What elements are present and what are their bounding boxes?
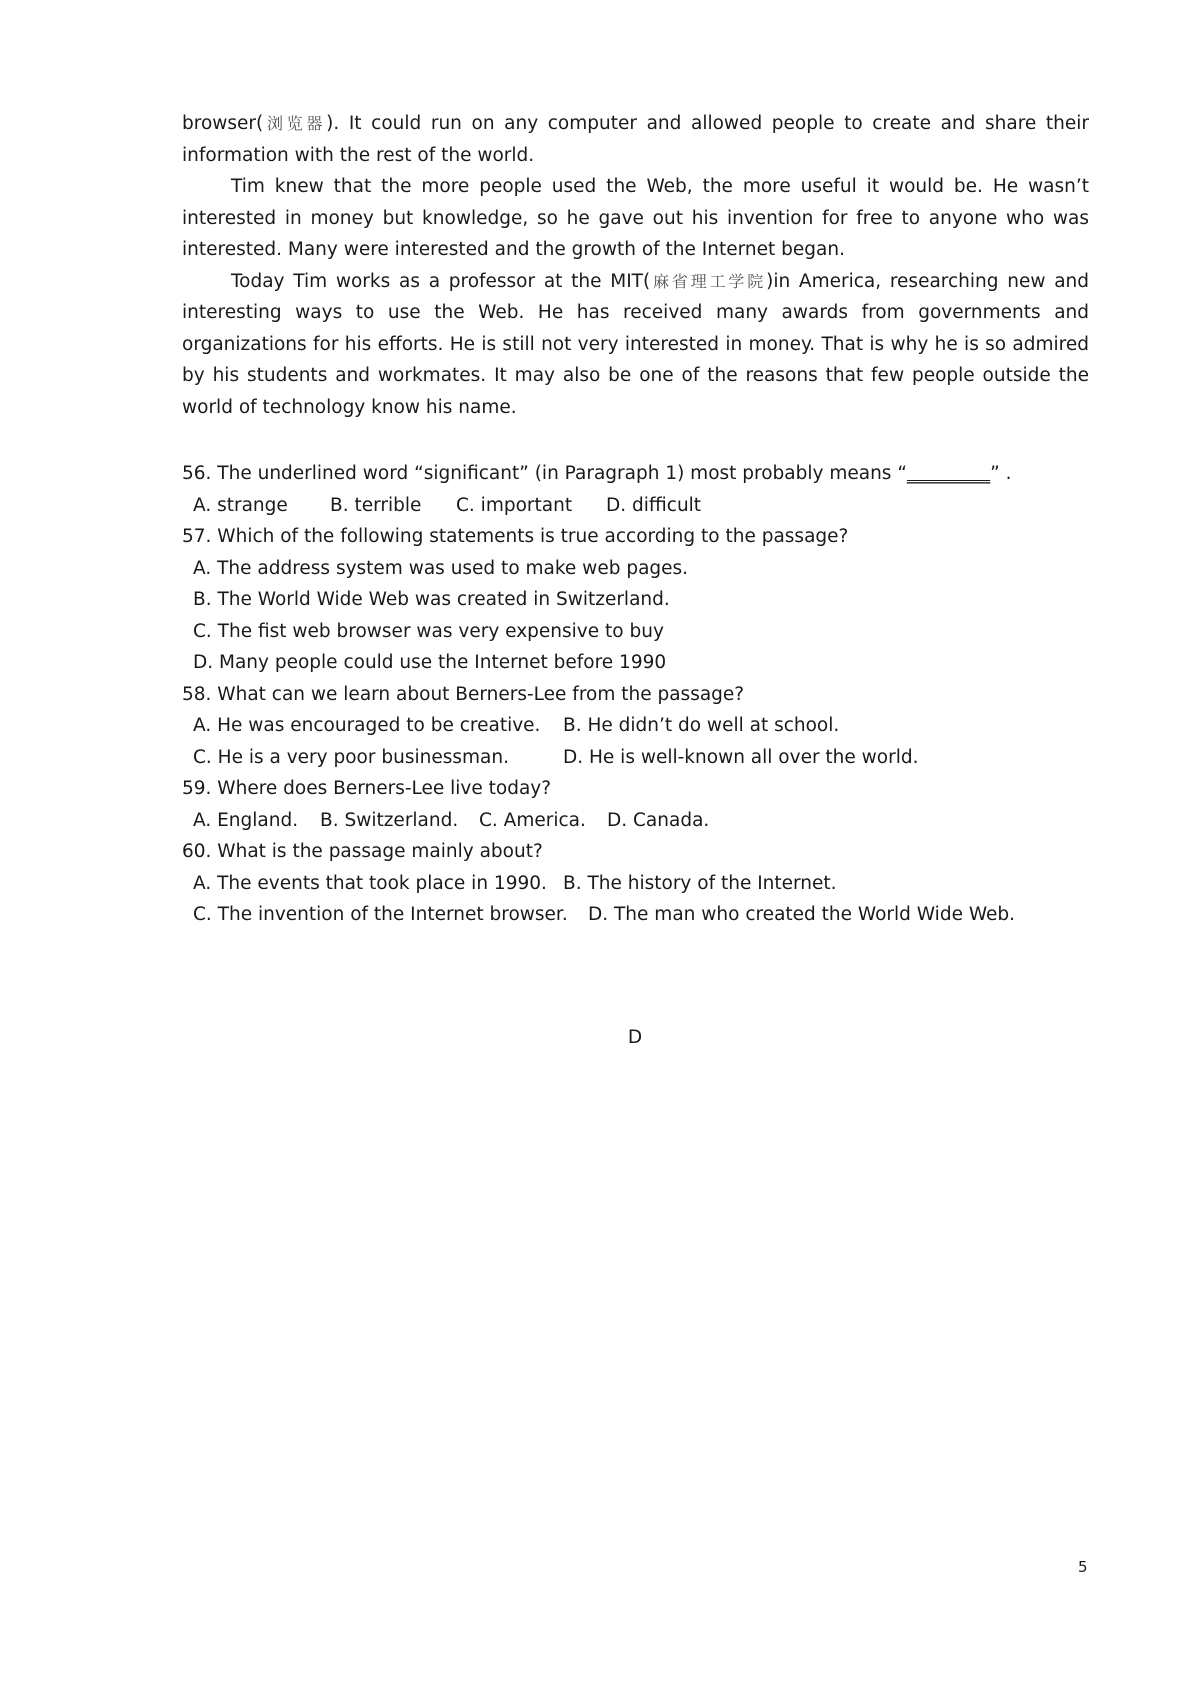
page-number: 5: [1078, 1558, 1088, 1576]
option-a: A. strange: [193, 494, 288, 516]
option-a: A. The address system was used to make web pages.: [193, 557, 689, 579]
question-stem: 56. The underlined word “significant” (in Paragraph 1) most probably means “: [182, 463, 907, 484]
passage-paragraph-1: [182, 108, 1089, 171]
chinese-gloss: 浏览器: [263, 114, 327, 133]
option-c: C. He is a very poor businessman.: [193, 746, 509, 768]
reading-passage: [182, 108, 1089, 423]
option-b: B. Switzerland.: [320, 809, 459, 831]
paragraph-text: browser(: [182, 113, 264, 134]
option-d: D. difficult: [606, 494, 702, 516]
passage-paragraph-3: [182, 266, 1089, 424]
option-d: D. Canada.: [607, 809, 710, 831]
option-c: C. important: [456, 494, 573, 516]
question-list: [182, 458, 1102, 931]
question-60-options-cd: [182, 899, 1102, 931]
option-c: C. The fist web browser was very expensive to buy: [193, 620, 664, 642]
paragraph-text: ). It could run on any computer and allowed people to create and share their information with the rest of the world.: [182, 113, 1089, 166]
question-56: [182, 458, 1102, 490]
paragraph-text: Today Tim works as a professor at the MIT(: [231, 270, 651, 292]
option-d: D. Many people could use the Internet before 1990: [193, 652, 667, 673]
option-b: B. He didn’t do well at school.: [563, 715, 840, 736]
question-58-options-cd: [182, 742, 1102, 774]
question-58-options-ab: [182, 710, 1102, 742]
option-d: D. The man who created the World Wide Web.: [588, 904, 1016, 925]
option-d: D. He is well-known all over the world.: [563, 746, 919, 768]
option-c: C. America.: [479, 809, 586, 831]
option-a: A. He was encouraged to be creative.: [193, 715, 541, 736]
question-57: 57. Which of the following statements is true according to the passage?: [182, 526, 849, 547]
option-b: B. The World Wide Web was created in Switzerland.: [193, 589, 670, 610]
question-59-options: [182, 805, 1102, 837]
paragraph-text: )in America, researching new and interesting ways to use the Web. He has received many awards from governments and organizations for his efforts. He is still not very interested in money. That is why he is so admired by his students and workmates. It may also be one of the reasons that few people outside the world of technology know his name.: [182, 270, 1089, 418]
option-a: A. The events that took place in 1990.: [193, 872, 547, 894]
question-60-options-ab: [182, 868, 1102, 900]
option-a: A. England.: [193, 809, 299, 831]
option-c: C. The invention of the Internet browser.: [193, 904, 568, 925]
option-b: B. The history of the Internet.: [563, 872, 837, 894]
section-heading-letter: D: [627, 1027, 643, 1048]
question-60: 60. What is the passage mainly about?: [182, 841, 543, 862]
question-stem-end: ” .: [990, 463, 1012, 484]
answer-blank: _________: [906, 463, 991, 484]
option-b: B. terrible: [330, 494, 422, 516]
question-58: 58. What can we learn about Berners-Lee from the passage?: [182, 683, 745, 705]
question-59: 59. Where does Berners-Lee live today?: [182, 778, 552, 799]
chinese-gloss: 麻省理工学院: [650, 271, 767, 291]
question-56-options: [182, 490, 1102, 522]
passage-paragraph-2: Tim knew that the more people used the Web, the more useful it would be. He wasn’t interested in money but knowledge, so he gave out his invention for free to anyone who was interested. Many were interested and the growth of the Internet began.: [182, 176, 1089, 260]
